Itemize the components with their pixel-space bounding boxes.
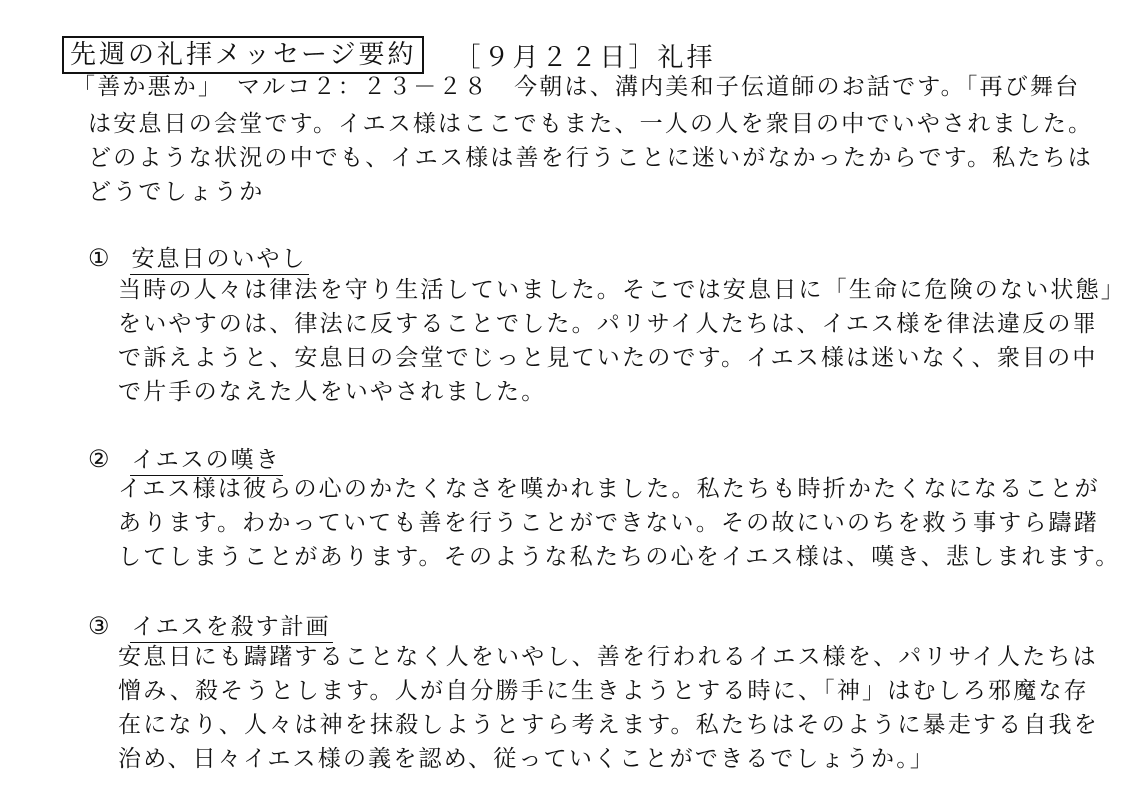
section-line: 在になり、人々は神を抹殺しようとすら考えます。私たちはそのように暴走する自我を [118, 712, 1099, 738]
section-title: 安息日のいやし [130, 240, 309, 275]
section-line: イエス様は彼らの心のかたくなさを嘆かれました。私たちも時折かたくなになることが [118, 476, 1100, 502]
section-title: イエスの嘆き [130, 441, 283, 476]
section-heading [88, 608, 333, 643]
section-heading [88, 441, 283, 476]
section-line: 安息日にも躊躇することなく人をいやし、善を行われるイエス様を、パリサイ人たちは [118, 644, 1098, 670]
section-line: をいやすのは、律法に反することでした。パリサイ人たちは、イエス様を律法違反の罪 [118, 311, 1098, 337]
section-line: 憎み、殺そうとします。人が自分勝手に生きようとする時に、「神」はむしろ邪魔な存 [118, 678, 1089, 704]
intro-line: 「善か悪か」 マルコ２：２３－２８ 今朝は、溝内美和子伝道師のお話です。「再び舞台 [72, 74, 1081, 100]
section-line: 治め、日々イエス様の義を認め、従っていくことができるでしょうか。」 [118, 746, 936, 772]
section-title: イエスを殺す計画 [130, 608, 333, 643]
section-line: してしまうことがあります。そのような私たちの心をイエス様は、嘆き、悲しまれます。 [118, 544, 1121, 570]
section-heading [88, 240, 309, 275]
section-number: ① [88, 243, 110, 272]
section-number: ③ [88, 611, 110, 640]
intro-line: は安息日の会堂です。イエス様はここでもまた、一人の人を衆目の中でいやされました。 [88, 111, 1094, 137]
page-title: 先週の礼拝メッセージ要約 [62, 36, 424, 74]
header [62, 36, 715, 74]
section-number: ② [88, 444, 110, 473]
section-line: で訴えようと、安息日の会堂でじっと見ていたのです。イエス様は迷いなく、衆目の中 [118, 345, 1098, 371]
date-label: ［９月２２日］礼拝 [454, 42, 716, 73]
intro-line: どのような状況の中でも、イエス様は善を行うことに迷いがなかったからです。私たちは [88, 145, 1094, 171]
section-line: あります。わかっていても善を行うことができない。その故にいのちを救う事すら躊躇 [118, 510, 1099, 536]
section-line: で片手のなえた人をいやされました。 [118, 379, 547, 405]
section-line: 当時の人々は律法を守り生活していました。そこでは安息日に「生命に危険のない状態」 [118, 277, 1126, 303]
intro-line: どうでしょうか [88, 179, 265, 205]
